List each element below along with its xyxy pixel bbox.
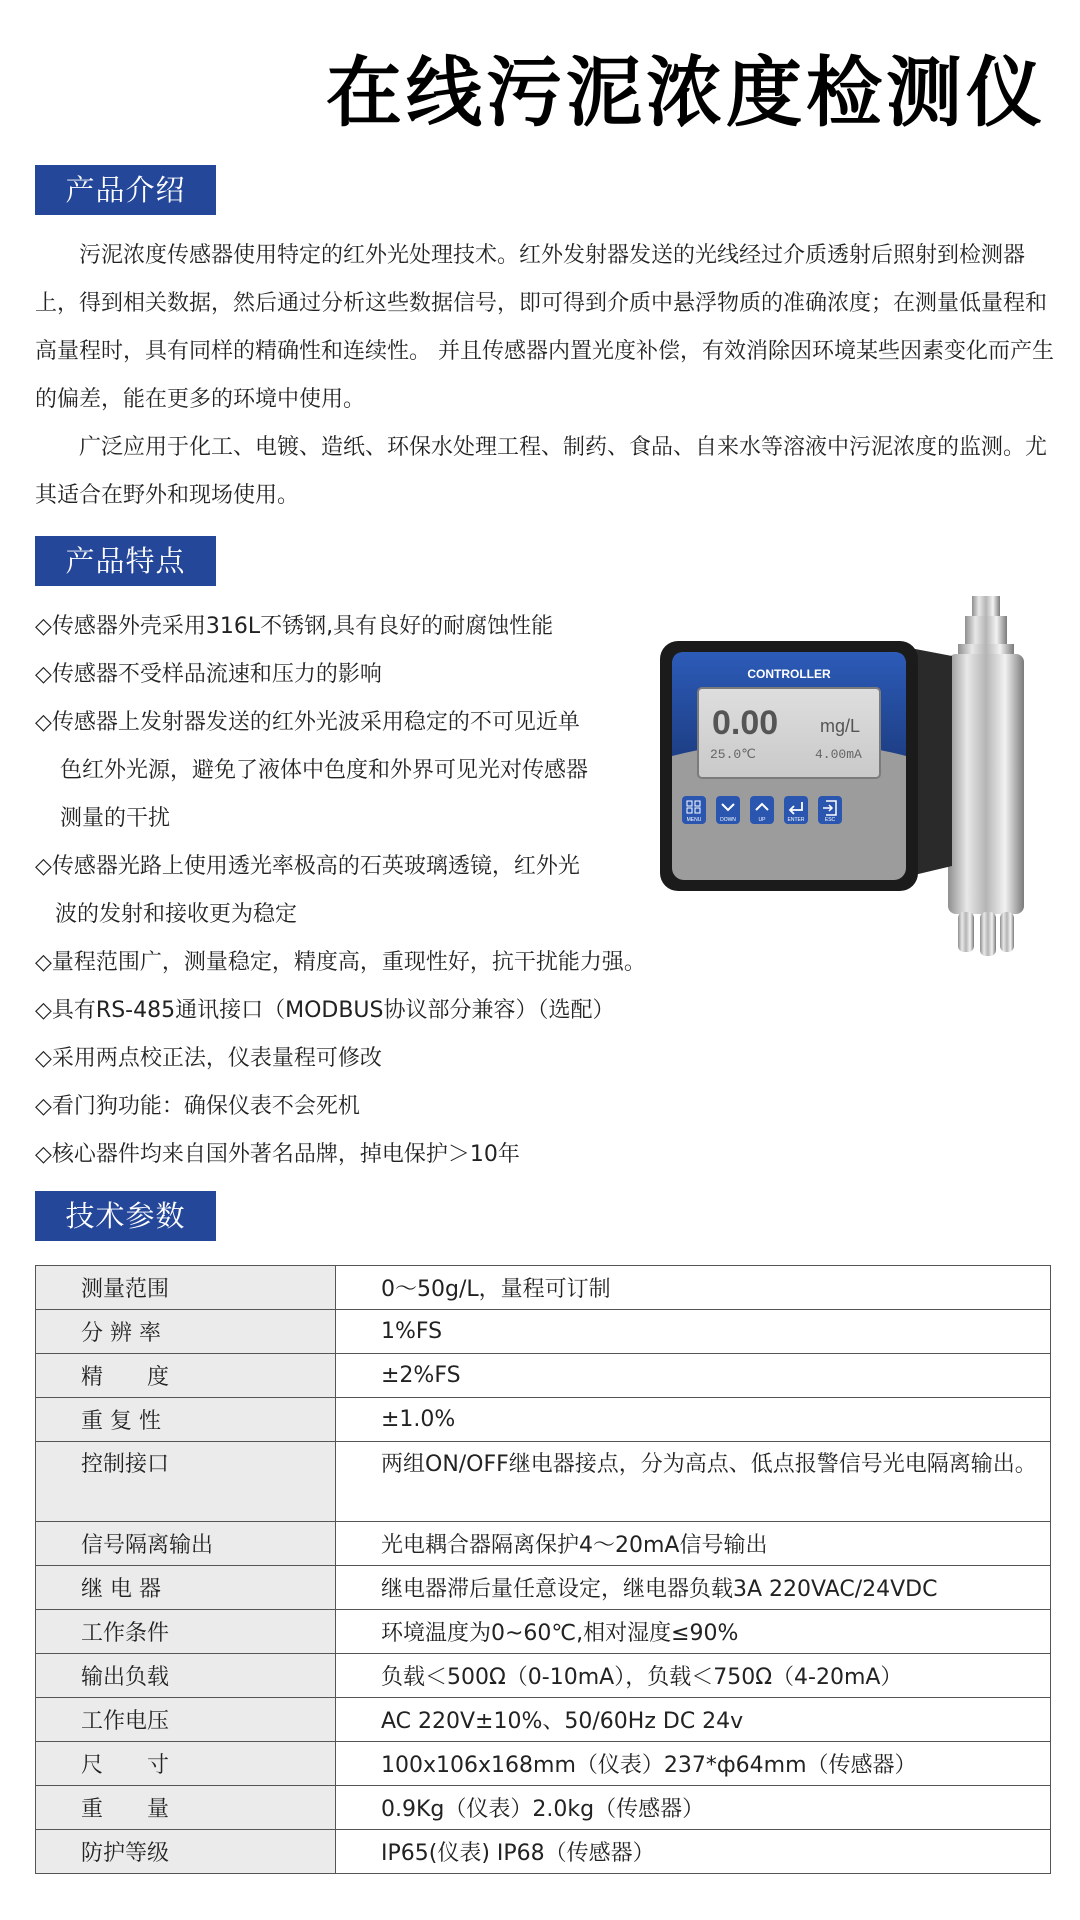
spec-key: 测量范围	[36, 1266, 336, 1310]
spec-row	[36, 1610, 1051, 1654]
feature-item-continued: 色红外光源，避免了液体中色度和外界可见光对传感器	[60, 758, 589, 783]
spec-row	[36, 1354, 1051, 1398]
down-button-label: DOWN	[720, 817, 736, 823]
feature-item: ◇核心器件均来自国外著名品牌，掉电保护＞10年	[35, 1142, 520, 1167]
feature-item: ◇传感器外壳采用316L不锈钢,具有良好的耐腐蚀性能	[35, 614, 554, 639]
features-list	[35, 603, 695, 1179]
spec-row	[36, 1566, 1051, 1610]
spec-value: 负载＜500Ω（0-10mA），负载＜750Ω（4-20mA）	[336, 1654, 1051, 1698]
intro-paragraph-1: 污泥浓度传感器使用特定的红外光处理技术。红外发射器发送的光线经过介质透射后照射到检测器上，得到相关数据，然后通过分析这些数据信号，即可得到介质中悬浮物质的准确浓度；在测量低量程和高量程时，具有同样的精确性和连续性。 并且传感器内置光度补偿，有效消除因环境某些因素变化而产生的偏差，能在更多的环境中使用。	[35, 243, 1054, 412]
lcd-current: 4.00mA	[815, 747, 862, 762]
menu-button-label: MENU	[686, 817, 702, 823]
feature-item: ◇传感器上发射器发送的红外光波采用稳定的不可见近单	[35, 710, 580, 735]
spec-value: 1%FS	[336, 1310, 1051, 1354]
spec-key: 输出负载	[36, 1654, 336, 1698]
spec-value: AC 220V±10%、50/60Hz DC 24v	[336, 1698, 1051, 1742]
spec-value: 0.9Kg（仪表）2.0kg（传感器）	[336, 1786, 1051, 1830]
page-title: 在线污泥浓度检测仪	[326, 48, 1046, 137]
spec-key: 工作条件	[36, 1610, 336, 1654]
spec-key: 精 度	[36, 1354, 336, 1398]
spec-value: ±1.0%	[336, 1398, 1051, 1442]
enter-button-label: ENTER	[787, 817, 805, 823]
product-image	[660, 596, 1060, 966]
spec-row	[36, 1786, 1051, 1830]
feature-item-continued: 测量的干扰	[60, 806, 171, 831]
spec-table	[35, 1265, 1051, 1874]
intro-paragraph-2: 广泛应用于化工、电镀、造纸、环保水处理工程、制药、食品、自来水等溶液中污泥浓度的监测。尤其适合在野外和现场使用。	[35, 435, 1048, 508]
esc-button-label: ESC	[824, 817, 836, 823]
section-header-intro: 产品介绍	[35, 165, 216, 215]
feature-item: ◇传感器不受样品流速和压力的影响	[35, 662, 382, 687]
menu-button[interactable]	[682, 796, 706, 824]
spec-row	[36, 1522, 1051, 1566]
spec-value: 两组ON/OFF继电器接点，分为高点、低点报警信号光电隔离输出。	[336, 1442, 1051, 1522]
spec-key: 重 复 性	[36, 1398, 336, 1442]
spec-key: 继 电 器	[36, 1566, 336, 1610]
button-row	[682, 796, 842, 824]
lcd-reading: 0.00	[712, 704, 779, 742]
spec-row	[36, 1742, 1051, 1786]
spec-value: 继电器滞后量任意设定，继电器负载3A 220VAC/24VDC	[336, 1566, 1051, 1610]
spec-row	[36, 1266, 1051, 1310]
spec-key: 工作电压	[36, 1698, 336, 1742]
spec-row	[36, 1398, 1051, 1442]
spec-value: IP65(仪表) IP68（传感器）	[336, 1830, 1051, 1874]
spec-value: ±2%FS	[336, 1354, 1051, 1398]
section-header-specs: 技术参数	[35, 1191, 216, 1241]
esc-button[interactable]	[818, 796, 842, 824]
section-header-features: 产品特点	[35, 536, 216, 586]
device-brand: CONTROLLER	[747, 667, 831, 681]
lcd-temperature: 25.0℃	[710, 747, 756, 762]
spec-row	[36, 1830, 1051, 1874]
spec-key: 信号隔离输出	[36, 1522, 336, 1566]
spec-row	[36, 1654, 1051, 1698]
up-button[interactable]	[750, 796, 774, 824]
spec-value: 环境温度为0~60℃,相对湿度≤90%	[336, 1610, 1051, 1654]
lcd-unit: mg/L	[820, 716, 861, 736]
spec-value: 0～50g/L，量程可订制	[336, 1266, 1051, 1310]
feature-item: ◇传感器光路上使用透光率极高的石英玻璃透镜，红外光	[35, 854, 580, 879]
feature-item-continued: 波的发射和接收更为稳定	[55, 902, 298, 927]
enter-button[interactable]	[784, 796, 808, 824]
spec-key: 防护等级	[36, 1830, 336, 1874]
spec-row	[36, 1442, 1051, 1522]
spec-key: 控制接口	[36, 1442, 336, 1522]
spec-key: 重 量	[36, 1786, 336, 1830]
spec-key: 尺 寸	[36, 1742, 336, 1786]
spec-row	[36, 1698, 1051, 1742]
sensor-probe	[948, 596, 1024, 956]
up-button-label: UP	[758, 817, 766, 823]
feature-item: ◇采用两点校正法，仪表量程可修改	[35, 1046, 382, 1071]
feature-item: ◇看门狗功能：确保仪表不会死机	[35, 1094, 360, 1119]
intro-text	[35, 232, 1055, 520]
feature-item: ◇量程范围广，测量稳定，精度高，重现性好，抗干扰能力强。	[35, 950, 646, 975]
spec-value: 100x106x168mm（仪表）237*ф64mm（传感器）	[336, 1742, 1051, 1786]
feature-item: ◇具有RS-485通讯接口（MODBUS协议部分兼容）（选配）	[35, 998, 615, 1023]
spec-row	[36, 1310, 1051, 1354]
spec-key: 分 辨 率	[36, 1310, 336, 1354]
spec-value: 光电耦合器隔离保护4～20mA信号输出	[336, 1522, 1051, 1566]
down-button[interactable]	[716, 796, 740, 824]
